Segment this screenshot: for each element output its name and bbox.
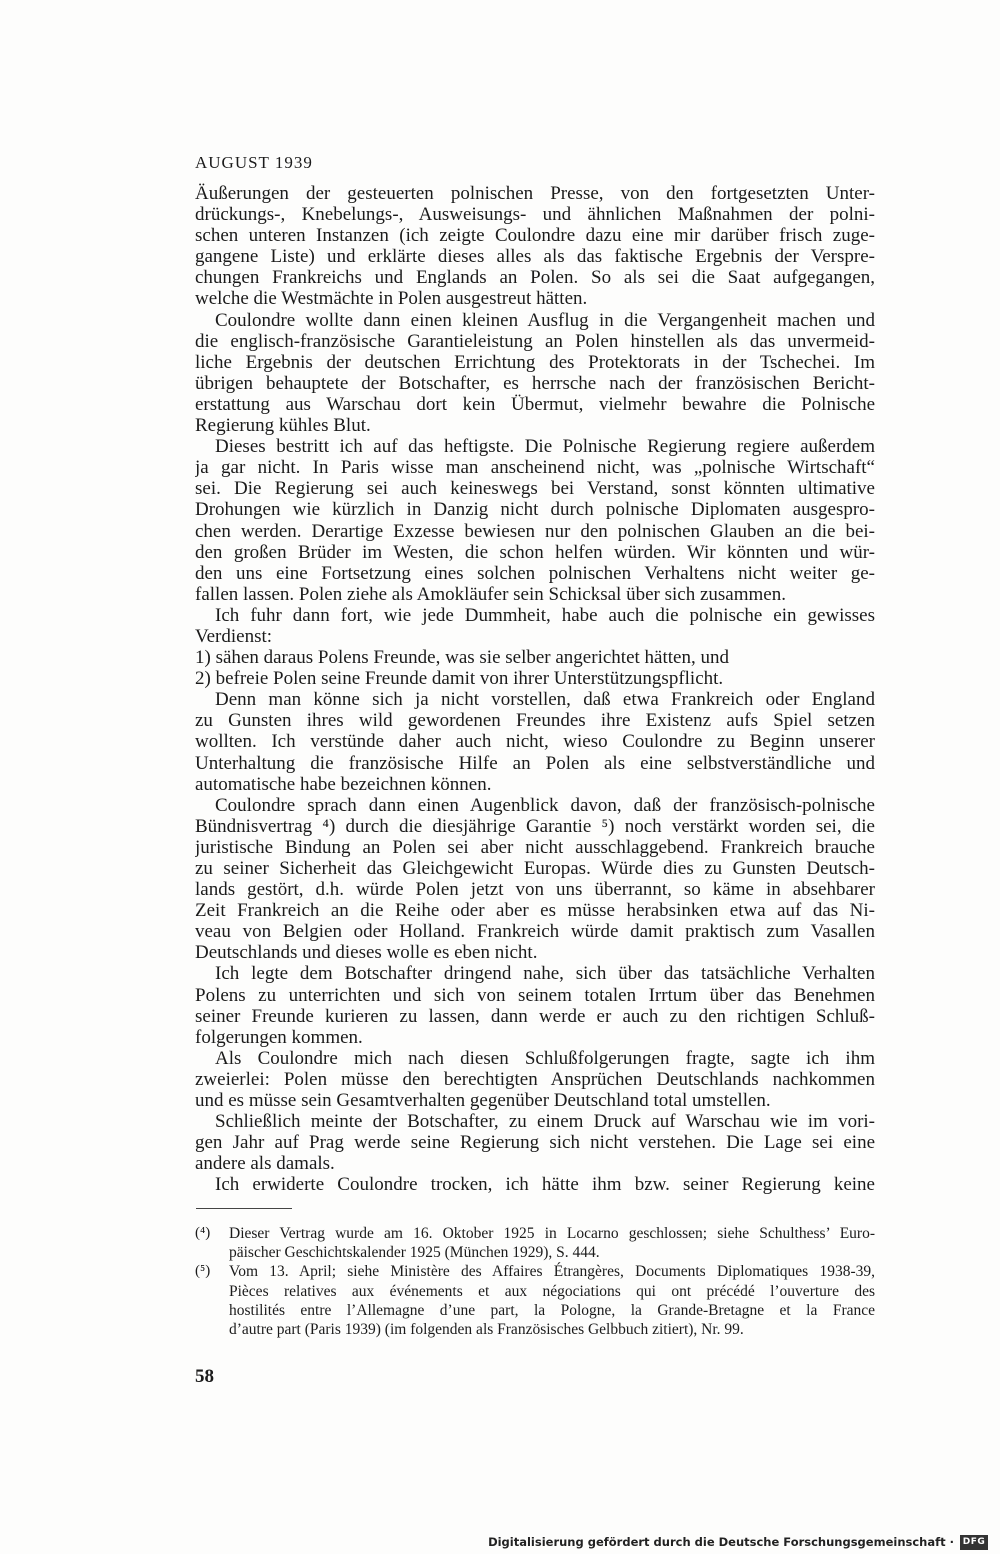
text-line: Deutschlands und dieses wolle es eben nicht. xyxy=(195,942,538,964)
text-line: drückungs-, Knebelungs-, Ausweisungs- und ähnlichen Maßnahmen der polni- xyxy=(195,204,875,226)
text-line: welche die Westmächte in Polen ausgestreut hätten. xyxy=(195,288,588,310)
text-line: zu Gunsten ihres wild gewordenen Freundes ihre Existenz aufs Spiel setzen xyxy=(195,710,875,732)
footnote-line: Dieser Vertrag wurde am 16. Oktober 1925 in Locarno geschlossen; siehe Schulthess’ Euro- xyxy=(229,1225,875,1242)
text-line: Ich erwiderte Coulondre trocken, ich hätte ihm bzw. seiner Regierung keine xyxy=(215,1174,875,1196)
body-text xyxy=(195,183,875,1196)
text-line: gen Jahr auf Prag werde seine Regierung sich nicht verstehen. Die Lage sei eine xyxy=(195,1132,875,1154)
text-line: Bündnisvertrag ⁴) durch die diesjährige Garantie ⁵) noch verstärkt worden sei, die xyxy=(195,815,875,837)
footnote-line: Vom 13. April; siehe Ministère des Affaires Étrangères, Documents Diplomatiques 1938-39, xyxy=(229,1263,875,1281)
page-number: 58 xyxy=(195,1366,214,1387)
text-line: Ich fuhr dann fort, wie jede Dummheit, habe auch die polnische ein gewisses xyxy=(215,604,875,626)
text-line: Coulondre wollte dann einen kleinen Ausflug in die Vergangenheit machen und xyxy=(215,309,875,331)
text-line: Schließlich meinte der Botschafter, zu einem Druck auf Warschau wie im vori- xyxy=(215,1111,875,1133)
text-line: Unterhaltung die französische Hilfe an Polen als eine selbstverständliche und xyxy=(195,752,875,774)
digitization-footer xyxy=(0,1532,1000,1554)
footnote-mark: (⁵) xyxy=(195,1263,211,1280)
text-line: Verdienst: xyxy=(195,625,273,647)
footnote-body xyxy=(229,1224,875,1262)
text-line: die englisch-französische Garantieleistung an Polen hinstellen als das unvermeid- xyxy=(195,330,875,352)
footnote-divider xyxy=(196,1208,292,1209)
text-line: schen unteren Instanzen (ich zeigte Coulondre dazu eine mir darüber frisch zuge- xyxy=(195,225,875,247)
text-line: Denn man könne sich ja nicht vorstellen, daß etwa Frankreich oder England xyxy=(215,689,875,711)
footnote-mark: (⁴) xyxy=(195,1225,211,1241)
footnote-5 xyxy=(195,1262,875,1339)
running-head: AUGUST 1939 xyxy=(195,153,313,172)
dfg-logo: DFG xyxy=(960,1535,988,1550)
text-line: Ich legte dem Botschafter dringend nahe, sich über das tatsächliche Verhalten xyxy=(215,963,875,985)
text-line: fallen lassen. Polen ziehe als Amokläufer sein Schicksal über sich zusammen. xyxy=(195,583,786,605)
footnote-line: Pièces relatives aux événements et aux négociations qui ont précédé l’ouverture des xyxy=(229,1282,875,1300)
text-line: den großen Brüder im Westen, die schon helfen würden. Wir könnten und wür- xyxy=(195,541,875,563)
text-line: und es müsse sein Gesamtverhalten gegenüber Deutschland total umstellen. xyxy=(195,1090,771,1112)
text-line: automatische habe bezeichnen können. xyxy=(195,773,492,795)
footnotes xyxy=(195,1224,875,1339)
text-line: folgerungen kommen. xyxy=(195,1026,363,1048)
text-line: Drohungen wie kürzlich in Danzig nicht durch polnische Diplomaten ausgespro- xyxy=(195,499,875,521)
text-line: ja gar nicht. In Paris wisse man anscheinend nicht, was „polnische Wirtschaft“ xyxy=(195,457,875,479)
text-line: veau von Belgien oder Holland. Frankreich würde damit praktisch zum Vasallen xyxy=(195,921,875,943)
text-line: den uns eine Fortsetzung eines solchen polnischen Verhaltens nicht weiter ge- xyxy=(195,562,875,584)
list-item: 2) befreie Polen seine Freunde damit von ihrer Unterstützungspflicht. xyxy=(195,668,724,690)
text-line: Regierung kühles Blut. xyxy=(195,415,371,437)
footnote-body xyxy=(229,1262,875,1339)
text-line: Coulondre sprach dann einen Augenblick davon, daß der französisch-polnische xyxy=(215,794,875,816)
text-line: seiner Freunde kurieren zu lassen, dann werde er auch zu den richtigen Schluß- xyxy=(195,1005,875,1027)
text-line: sei. Die Regierung sei auch keineswegs bei Verstand, sonst könnten ultimative xyxy=(195,478,875,500)
list-item: 1) sähen daraus Polens Freunde, was sie selber angerichtet hätten, und xyxy=(195,647,729,669)
text-line: erstattung aus Warschau dort kein Übermut, vielmehr bewahre die Polnische xyxy=(195,393,875,415)
text-line: Äußerungen der gesteuerten polnischen Presse, von den fortgesetzten Unter- xyxy=(195,183,875,204)
text-line: zweierlei: Polen müsse den berechtigten Ansprüchen Deutschlands nachkommen xyxy=(195,1068,875,1090)
funding-credit: Digitalisierung gefördert durch die Deutsche Forschungsgemeinschaft · xyxy=(488,1535,954,1549)
text-line: gangene Liste) und erklärte dieses alles als das faktische Ergebnis der Verspre- xyxy=(195,246,875,268)
text-line: Dieses bestritt ich auf das heftigste. Die Polnische Regierung regiere außerdem xyxy=(215,436,875,458)
text-line: juristische Bindung an Polen sei aber nicht ausschlaggebend. Frankreich brauche xyxy=(195,836,875,858)
text-line: lands gestört, d.h. würde Polen jetzt von uns überrannt, so käme in absehbarer xyxy=(195,879,875,901)
footnote-line: päischer Geschichtskalender 1925 (München 1929), S. 444. xyxy=(229,1244,600,1262)
text-line: chen werden. Derartige Exzesse bewiesen nur den polnischen Glauben an die bei- xyxy=(195,520,875,542)
footnote-line: hostilités entre l’Allemagne d’une part, la Pologne, la Grande-Bretagne et la France xyxy=(229,1301,875,1319)
text-line: übrigen behauptete der Botschafter, es herrsche nach der französischen Bericht- xyxy=(195,372,875,394)
footnote-line: d’autre part (Paris 1939) (im folgenden als Französisches Gelbbuch zitiert), Nr. 99. xyxy=(229,1320,744,1338)
text-line: Als Coulondre mich nach diesen Schlußfolgerungen fragte, sagte ich ihm xyxy=(215,1047,875,1069)
footnote-4 xyxy=(195,1224,875,1262)
text-line: Polens zu unterrichten und sich von seinem totalen Irrtum über das Benehmen xyxy=(195,984,875,1006)
text-line: zu seiner Sicherheit das Gleichgewicht Europas. Würde dies zu Gunsten Deutsch- xyxy=(195,858,875,879)
text-line: liche Ergebnis der deutschen Errichtung des Protektorats in der Tschechei. Im xyxy=(195,351,875,373)
text-line: chungen Frankreichs und Englands an Polen. So als sei die Saat aufgegangen, xyxy=(195,267,875,289)
text-line: andere als damals. xyxy=(195,1153,335,1175)
text-line: Zeit Frankreich an die Reihe oder aber es müsse herabsinken etwa auf das Ni- xyxy=(195,900,875,922)
text-line: wollten. Ich verstünde daher auch nicht, wieso Coulondre zu Beginn unserer xyxy=(195,731,875,753)
